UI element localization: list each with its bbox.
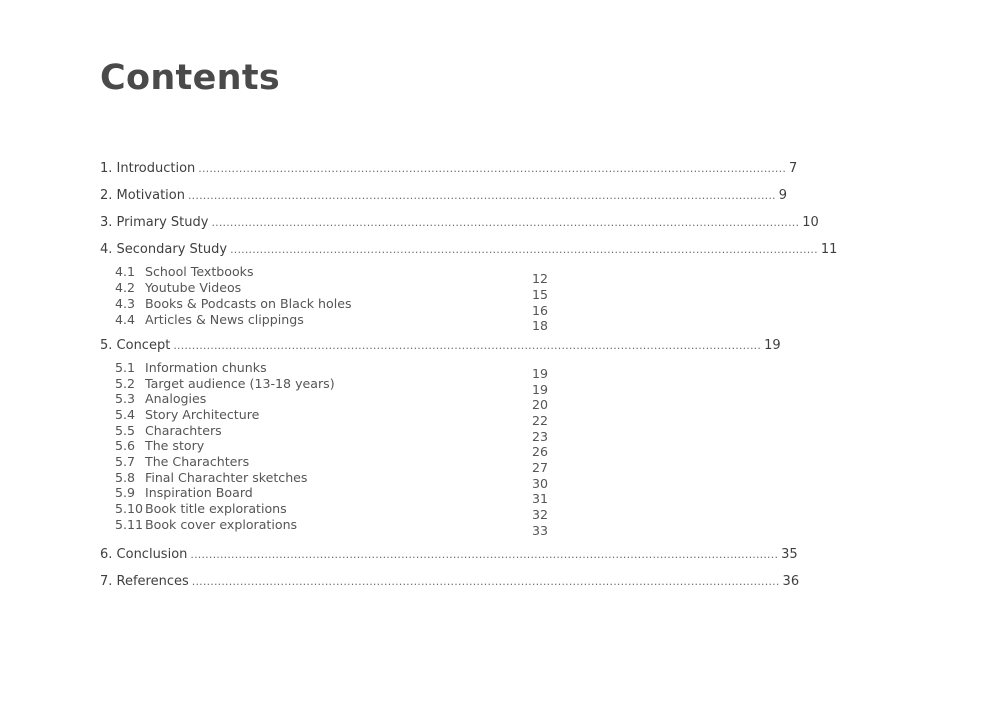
toc-entry-page: 11 [820, 242, 838, 257]
toc-subentry-number: 5.4 [115, 407, 136, 422]
toc-subentry-label: Story Architecture [145, 407, 260, 422]
toc-subentry-page: 19 [532, 382, 549, 397]
toc-entry-label: 4. Secondary Study [100, 242, 228, 257]
toc-subentry-page: 23 [532, 429, 549, 444]
toc-subentry[interactable] [115, 470, 550, 486]
toc-entry-page: 9 [778, 188, 788, 203]
toc-entry-label: 6. Conclusion [100, 547, 188, 562]
toc-subentry-label: Books & Podcasts on Black holes [145, 296, 352, 311]
toc-subentry-page: 16 [532, 303, 549, 318]
toc-entry-motivation[interactable] [100, 188, 788, 208]
toc-subentry-label: Information chunks [145, 360, 267, 375]
dot-leader: ............................................................................................................................................................... [173, 339, 762, 352]
toc-entry-page: 10 [802, 215, 819, 230]
toc-subentry-page: 20 [532, 397, 549, 412]
toc-entry-label: 1. Introduction [100, 161, 196, 176]
toc-entry-page: 7 [789, 161, 798, 176]
toc-entry-secondary-study[interactable] [100, 242, 838, 262]
toc-subentry-page: 33 [532, 523, 549, 538]
toc-entry-primary-study[interactable] [100, 215, 819, 235]
toc-subentry-number: 4.1 [115, 264, 136, 279]
toc-subentry[interactable] [115, 438, 550, 454]
toc-entry-concept[interactable] [100, 338, 781, 358]
toc-subentry-number: 5.7 [115, 454, 136, 469]
dot-leader: ............................................................................................................................................................... [198, 162, 787, 175]
toc-entry-label: 7. References [100, 574, 189, 589]
toc-subentry-number: 5.6 [115, 438, 136, 453]
toc-subentry-page: 19 [532, 366, 549, 381]
dot-leader: ............................................................................................................................................................... [190, 548, 779, 561]
toc-entry-label: 2. Motivation [100, 188, 185, 203]
toc-subentry-number: 5.5 [115, 423, 136, 438]
toc-subentry-number: 4.3 [115, 296, 136, 311]
toc-subentry-label: Youtube Videos [145, 280, 242, 295]
toc-subentry-number: 5.9 [115, 485, 136, 500]
toc-subentry-label: Book cover explorations [145, 517, 298, 532]
toc-subentry-label: School Textbooks [145, 264, 254, 279]
toc-subentry-number: 4.4 [115, 312, 136, 327]
toc-subentry[interactable] [115, 454, 550, 470]
toc-subentry-number: 5.1 [115, 360, 136, 375]
toc-subentry-label: The story [145, 438, 205, 453]
toc-subentry-page: 27 [532, 460, 549, 475]
toc-subentry-page: 30 [532, 476, 549, 491]
toc-entry-conclusion[interactable] [100, 547, 798, 567]
toc-subentry[interactable] [115, 280, 550, 296]
toc-subentry-page: 26 [532, 444, 549, 459]
dot-leader: ............................................................................................................................................................... [211, 216, 800, 229]
toc-entry-page: 35 [781, 547, 798, 562]
toc-entry-label: 5. Concept [100, 338, 171, 353]
toc-subentry-page: 22 [532, 413, 549, 428]
toc-subentry-number: 5.10 [115, 501, 144, 516]
toc-subentry-label: The Charachters [145, 454, 250, 469]
toc-subentry-number: 5.2 [115, 376, 136, 391]
toc-subentry-label: Book title explorations [145, 501, 287, 516]
dot-leader: ............................................................................................................................................................... [191, 575, 780, 588]
dot-leader: ............................................................................................................................................................... [230, 243, 818, 256]
toc-subentry-page: 18 [532, 318, 549, 333]
toc-subentry-number: 5.3 [115, 391, 136, 406]
toc-subentry[interactable] [115, 501, 550, 517]
toc-subentry[interactable] [115, 360, 550, 376]
toc-subentry-label: Final Charachter sketches [145, 470, 308, 485]
toc-subentry-page: 12 [532, 271, 549, 286]
page-title: Contents [100, 58, 280, 98]
toc-subentry-label: Analogies [145, 391, 207, 406]
toc-entry-label: 3. Primary Study [100, 215, 209, 230]
toc-subentry[interactable] [115, 376, 550, 392]
toc-subentry-number: 4.2 [115, 280, 136, 295]
toc-subentry-number: 5.11 [115, 517, 144, 532]
toc-subentry[interactable] [115, 312, 550, 328]
toc-subentry-number: 5.8 [115, 470, 136, 485]
toc-subentry[interactable] [115, 264, 550, 280]
toc-subentry-label: Target audience (13-18 years) [145, 376, 335, 391]
toc-entry-introduction[interactable] [100, 161, 798, 181]
toc-entry-page: 19 [764, 338, 781, 353]
toc-entry-page: 36 [782, 574, 800, 589]
toc-subentry[interactable] [115, 517, 550, 533]
toc-subentry-label: Articles & News clippings [145, 312, 304, 327]
toc-subentry[interactable] [115, 391, 550, 407]
toc-subentry[interactable] [115, 485, 550, 501]
toc-subentry-page: 31 [532, 491, 549, 506]
toc-subentry-label: Inspiration Board [145, 485, 253, 500]
table-of-contents [100, 0, 838, 707]
toc-subentry-label: Charachters [145, 423, 222, 438]
toc-subentry[interactable] [115, 407, 550, 423]
toc-entry-references[interactable] [100, 574, 800, 594]
toc-subentry[interactable] [115, 296, 550, 312]
toc-subentry[interactable] [115, 423, 550, 439]
toc-subentry-page: 32 [532, 507, 549, 522]
toc-subentry-page: 15 [532, 287, 549, 302]
dot-leader: ............................................................................................................................................................... [187, 189, 776, 202]
